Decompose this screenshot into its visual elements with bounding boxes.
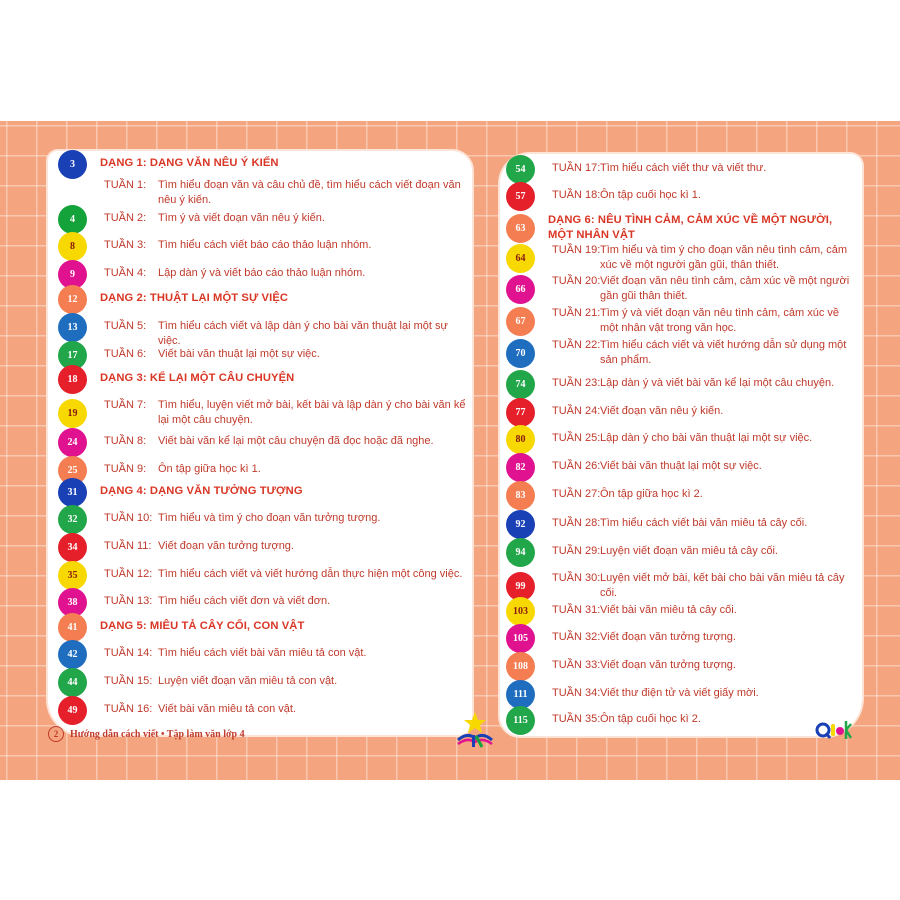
week-label: TUẦN 34: bbox=[552, 687, 601, 699]
lesson-description: Tìm hiểu và tìm ý cho đoạn văn nêu tình cảm, cảm xúc về một người gần gũi, thân thiết. bbox=[600, 244, 848, 271]
lesson-row bbox=[506, 243, 856, 275]
page-number-badge: 25 bbox=[58, 456, 87, 485]
lesson-row bbox=[58, 238, 470, 254]
lesson-description: Tìm hiểu đoạn văn và câu chủ đề, tìm hiểu cách viết đoạn văn nêu ý kiến. bbox=[158, 179, 461, 206]
lesson-row bbox=[58, 211, 470, 227]
page-number-badge: 92 bbox=[506, 510, 535, 539]
lesson-description: Luyện viết đoạn văn miêu tả cây cối. bbox=[600, 545, 778, 557]
lesson-description: Viết thư điện tử và viết giấy mời. bbox=[600, 687, 759, 699]
week-label: TUẦN 11: bbox=[104, 540, 152, 552]
week-label: TUẦN 35: bbox=[552, 713, 601, 725]
lesson-row bbox=[58, 266, 470, 282]
section-heading: DẠNG 6: NÊU TÌNH CẢM, CẢM XÚC VỀ MỘT NGƯỜI, MỘT NHÂN VẬT bbox=[548, 214, 833, 241]
lesson-description: Lập dàn ý cho bài văn thuật lại một sự việc. bbox=[600, 432, 813, 444]
week-label: TUẦN 23: bbox=[552, 377, 601, 389]
page-number-badge: 63 bbox=[506, 214, 535, 243]
lesson-row bbox=[58, 398, 470, 430]
page-number-badge: 38 bbox=[58, 588, 87, 617]
section-heading: DẠNG 3: KỂ LẠI MỘT CÂU CHUYỆN bbox=[100, 372, 295, 384]
lesson-description: Tìm hiểu và tìm ý cho đoạn văn tưởng tượng. bbox=[158, 512, 381, 524]
lesson-row bbox=[58, 319, 470, 347]
week-label: TUẦN 6: bbox=[104, 348, 147, 360]
lesson-row bbox=[506, 376, 856, 392]
lesson-row bbox=[506, 459, 856, 475]
page-number-badge: 34 bbox=[58, 533, 87, 562]
week-label: TUẦN 25: bbox=[552, 432, 601, 444]
page-number-badge: 4 bbox=[58, 205, 87, 234]
lesson-row bbox=[506, 306, 856, 338]
lesson-row bbox=[506, 571, 856, 603]
page-number-badge: 8 bbox=[58, 232, 87, 261]
lesson-description: Tìm hiểu cách viết báo cáo thảo luận nhóm. bbox=[158, 239, 372, 251]
lesson-description: Lập dàn ý và viết bài văn kể lại một câu chuyện. bbox=[600, 377, 835, 389]
section-heading: DẠNG 2: THUẬT LẠI MỘT SỰ VIỆC bbox=[100, 292, 289, 304]
week-label: TUẦN 17: bbox=[552, 162, 601, 174]
page-number-badge: 44 bbox=[58, 668, 87, 697]
lesson-description: Luyện viết đoạn văn miêu tả con vật. bbox=[158, 675, 338, 687]
page-number-badge: 9 bbox=[58, 260, 87, 289]
week-label: TUẦN 19: bbox=[552, 244, 601, 256]
page-number-badge: 80 bbox=[506, 425, 535, 454]
lesson-description: Tìm hiểu, luyện viết mở bài, kết bài và lập dàn ý cho bài văn kể lại một câu chuyện. bbox=[158, 399, 466, 426]
page-number-badge: 74 bbox=[506, 370, 535, 399]
page-number-badge: 18 bbox=[58, 365, 87, 394]
week-label: TUẦN 14: bbox=[104, 647, 153, 659]
lesson-description: Tìm hiểu cách viết thư và viết thư. bbox=[600, 162, 767, 174]
lesson-description: Viết đoạn văn tưởng tượng. bbox=[158, 540, 294, 552]
page-number-badge: 77 bbox=[506, 398, 535, 427]
week-label: TUẦN 28: bbox=[552, 517, 601, 529]
page-number-badge: 83 bbox=[506, 481, 535, 510]
lesson-description: Viết bài văn thuật lại một sự việc. bbox=[158, 348, 320, 360]
week-label: TUẦN 12: bbox=[104, 568, 153, 580]
week-label: TUẦN 7: bbox=[104, 399, 147, 411]
lesson-row bbox=[506, 630, 856, 646]
lesson-row bbox=[506, 544, 856, 560]
week-label: TUẦN 18: bbox=[552, 189, 601, 201]
lesson-row bbox=[58, 674, 470, 690]
lesson-description: Tìm hiểu cách viết và viết hướng dẫn sử dụng một sản phẩm. bbox=[600, 339, 847, 366]
lesson-description: Tìm hiểu cách viết và viết hướng dẫn thực hiện một công việc. bbox=[158, 568, 463, 580]
lesson-description: Tìm hiểu cách viết bài văn miêu tả con vật. bbox=[158, 647, 367, 659]
lesson-description: Lập dàn ý và viết báo cáo thảo luận nhóm. bbox=[158, 267, 366, 279]
page-footer bbox=[48, 725, 245, 743]
week-label: TUẦN 5: bbox=[104, 320, 147, 332]
lesson-description: Viết bài văn thuật lại một sự việc. bbox=[600, 460, 762, 472]
page-number-badge: 31 bbox=[58, 478, 87, 507]
page-number-badge: 24 bbox=[58, 428, 87, 457]
week-label: TUẦN 21: bbox=[552, 307, 601, 319]
page-number-badge: 13 bbox=[58, 313, 87, 342]
week-label: TUẦN 1: bbox=[104, 179, 147, 191]
page-number-badge: 99 bbox=[506, 572, 535, 601]
lesson-description: Ôn tập giữa học kì 2. bbox=[600, 488, 703, 500]
page-number: 2 bbox=[48, 726, 64, 742]
lesson-row bbox=[506, 686, 856, 702]
lesson-description: Viết đoạn văn nêu tình cảm, cảm xúc về một người gần gũi thân thiết. bbox=[600, 275, 850, 302]
lesson-row bbox=[58, 511, 470, 527]
lesson-description: Tìm ý và viết đoạn văn nêu tình cảm, cảm xúc về một nhân vật trong văn học. bbox=[600, 307, 840, 334]
week-label: TUẦN 32: bbox=[552, 631, 601, 643]
week-label: TUẦN 3: bbox=[104, 239, 147, 251]
week-label: TUẦN 16: bbox=[104, 703, 153, 715]
lesson-row bbox=[58, 178, 470, 210]
page-number-badge: 54 bbox=[506, 155, 535, 184]
lesson-description: Ôn tập cuối học kì 1. bbox=[600, 189, 701, 201]
section-heading: DẠNG 4: DẠNG VĂN TƯỞNG TƯỢNG bbox=[100, 485, 303, 497]
lesson-row bbox=[58, 594, 470, 610]
page-number-badge: 12 bbox=[58, 285, 87, 314]
lesson-row bbox=[506, 431, 856, 447]
page-number-badge: 49 bbox=[58, 696, 87, 725]
week-label: TUẦN 13: bbox=[104, 595, 153, 607]
page-number-badge: 115 bbox=[506, 706, 535, 735]
section-heading-row bbox=[58, 619, 470, 635]
week-label: TUẦN 20: bbox=[552, 275, 601, 287]
week-label: TUẦN 4: bbox=[104, 267, 147, 279]
page-number-badge: 32 bbox=[58, 505, 87, 534]
footer-title: Hướng dẫn cách viết • Tập làm văn lớp 4 bbox=[70, 728, 245, 740]
lesson-description: Viết bài văn miêu tả cây cối. bbox=[600, 604, 737, 616]
lesson-description: Viết đoạn văn nêu ý kiến. bbox=[600, 405, 724, 417]
page-number-badge: 35 bbox=[58, 561, 87, 590]
lesson-row bbox=[506, 658, 856, 674]
week-label: TUẦN 29: bbox=[552, 545, 601, 557]
page-number-badge: 41 bbox=[58, 613, 87, 642]
week-label: TUẦN 30: bbox=[552, 572, 601, 584]
page-number-badge: 64 bbox=[506, 244, 535, 273]
page-number-badge: 94 bbox=[506, 538, 535, 567]
page-number-badge: 3 bbox=[58, 150, 87, 179]
section-heading: DẠNG 1: DẠNG VĂN NÊU Ý KIẾN bbox=[100, 157, 279, 169]
week-label: TUẦN 31: bbox=[552, 604, 601, 616]
lesson-description: Tìm hiểu cách viết bài văn miêu tả cây cối. bbox=[600, 517, 808, 529]
section-heading-row bbox=[58, 484, 470, 500]
lesson-description: Tìm hiểu cách viết và lập dàn ý cho bài văn thuật lại một sự việc. bbox=[158, 320, 448, 347]
page-number-badge: 42 bbox=[58, 640, 87, 669]
lesson-row bbox=[58, 567, 470, 583]
lesson-row bbox=[58, 462, 470, 478]
week-label: TUẦN 2: bbox=[104, 212, 147, 224]
section-heading-row bbox=[58, 156, 470, 172]
section-heading: DẠNG 5: MIÊU TẢ CÂY CỐI, CON VẬT bbox=[100, 620, 305, 632]
quick-brand-logo-icon bbox=[815, 715, 853, 745]
lesson-row bbox=[58, 539, 470, 555]
page-number-badge: 66 bbox=[506, 275, 535, 304]
lesson-description: Tìm hiểu cách viết đơn và viết đơn. bbox=[158, 595, 331, 607]
week-label: TUẦN 27: bbox=[552, 488, 601, 500]
page-number-badge: 67 bbox=[506, 307, 535, 336]
page-number-badge: 57 bbox=[506, 182, 535, 211]
page-number-badge: 111 bbox=[506, 680, 535, 709]
section-heading-row bbox=[58, 291, 470, 307]
lesson-row bbox=[506, 404, 856, 420]
page-number-badge: 105 bbox=[506, 624, 535, 653]
lesson-row bbox=[506, 516, 856, 532]
week-label: TUẦN 22: bbox=[552, 339, 601, 351]
section-heading-row bbox=[506, 213, 856, 245]
page-number-badge: 17 bbox=[58, 341, 87, 370]
week-label: TUẦN 24: bbox=[552, 405, 601, 417]
week-label: TUẦN 15: bbox=[104, 675, 153, 687]
page-number-badge: 103 bbox=[506, 597, 535, 626]
lesson-row bbox=[58, 347, 470, 363]
lesson-row bbox=[506, 161, 856, 177]
lesson-row bbox=[58, 702, 470, 718]
lesson-description: Ôn tập giữa học kì 1. bbox=[158, 463, 261, 475]
page-number-badge: 108 bbox=[506, 652, 535, 681]
lesson-row bbox=[506, 487, 856, 503]
lesson-row bbox=[506, 712, 856, 728]
lesson-row bbox=[58, 646, 470, 662]
lesson-description: Luyện viết mở bài, kết bài cho bài văn miêu tả cây cối. bbox=[600, 572, 845, 599]
lesson-description: Viết đoạn văn tưởng tượng. bbox=[600, 631, 736, 643]
lesson-row bbox=[506, 274, 856, 306]
page-number-badge: 70 bbox=[506, 339, 535, 368]
lesson-description: Ôn tập cuối học kì 2. bbox=[600, 713, 701, 725]
week-label: TUẦN 26: bbox=[552, 460, 601, 472]
page-number-badge: 19 bbox=[58, 399, 87, 428]
lesson-row bbox=[58, 434, 470, 450]
lesson-description: Viết bài văn kể lại một câu chuyện đã đọc hoặc đã nghe. bbox=[158, 435, 434, 447]
lesson-row bbox=[506, 603, 856, 619]
week-label: TUẦN 9: bbox=[104, 463, 147, 475]
lesson-row bbox=[506, 338, 856, 370]
lesson-description: Viết bài văn miêu tả con vật. bbox=[158, 703, 296, 715]
lesson-description: Viết đoạn văn tưởng tượng. bbox=[600, 659, 736, 671]
page-number-badge: 82 bbox=[506, 453, 535, 482]
week-label: TUẦN 8: bbox=[104, 435, 147, 447]
publisher-logo-icon bbox=[455, 710, 495, 750]
section-heading-row bbox=[58, 371, 470, 387]
lesson-row bbox=[506, 188, 856, 204]
week-label: TUẦN 10: bbox=[104, 512, 153, 524]
lesson-description: Tìm ý và viết đoạn văn nêu ý kiến. bbox=[158, 212, 325, 224]
week-label: TUẦN 33: bbox=[552, 659, 601, 671]
